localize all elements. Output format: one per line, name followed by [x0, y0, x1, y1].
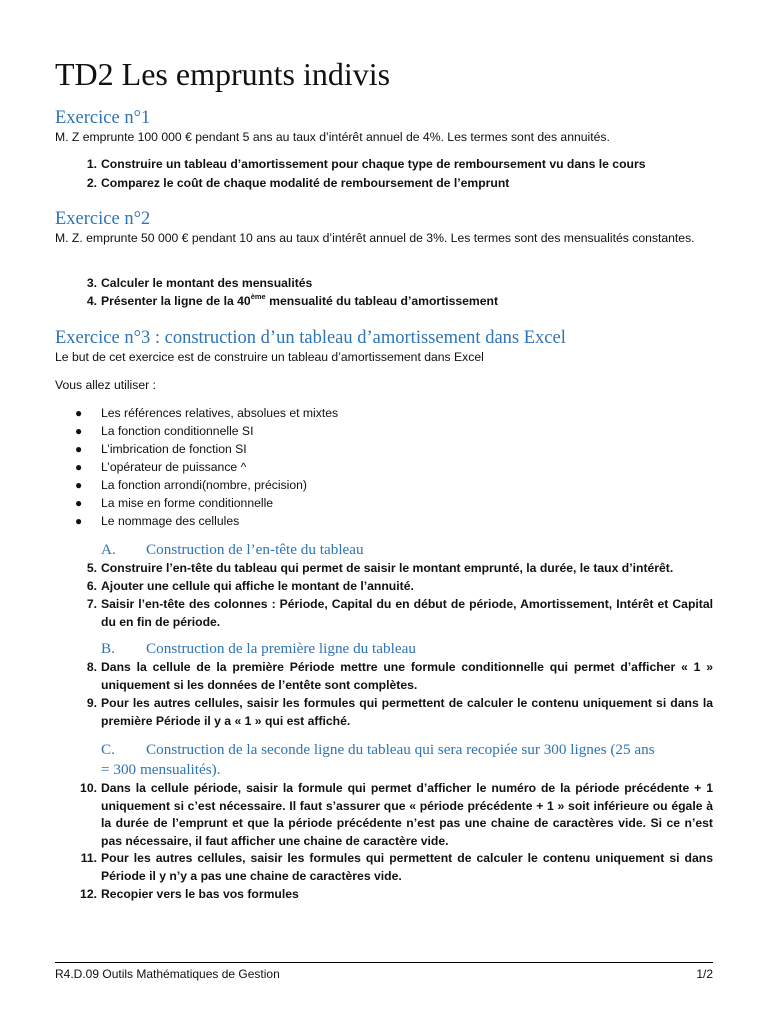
footer-course: R4.D.09 Outils Mathématiques de Gestion: [55, 967, 280, 981]
page-title: TD2 Les emprunts indivis: [55, 56, 391, 92]
bullet-text: Le nommage des cellules: [101, 514, 240, 528]
item-text: Construire un tableau d’amortissement pour chaque type de remboursement vu dans le cours: [101, 157, 646, 171]
ex2-heading: Exercice n°2: [55, 209, 151, 229]
item-number: 8.: [86, 660, 97, 674]
section-b-title: Construction de la première ligne du tableau: [146, 640, 416, 657]
bullet-icon: ●: [75, 406, 83, 420]
item-number: 1.: [86, 157, 97, 171]
ex3-intro: Le but de cet exercice est de construire un tableau d’amortissement dans Excel: [55, 350, 484, 364]
bullet-text: La mise en forme conditionnelle: [101, 496, 274, 510]
item-text-pre: Présenter la ligne de la 40: [101, 294, 251, 308]
section-c-title-line1: Construction de la seconde ligne du tableau qui sera recopiée sur 300 lignes (25 ans: [146, 741, 655, 758]
bullet-icon: ●: [75, 514, 83, 528]
item-text: Saisir l’en-tête des colonnes : Période, Capital du en début de période, Amortissement, Intérêt et Capital du en fin de période.: [101, 597, 713, 629]
item-text: Comparez le coût de chaque modalité de remboursement de l’emprunt: [101, 176, 510, 190]
item-text: Dans la cellule de la première Période mettre une formule conditionnelle qui permet d’afficher « 1 » uniquement si les données de l’entête sont complètes.: [101, 660, 713, 692]
ex2-intro: M. Z. emprunte 50 000 € pendant 10 ans au taux d’intérêt annuel de 3%. Les termes sont des mensualités constantes.: [55, 231, 695, 245]
item-number: 4.: [86, 294, 97, 308]
ex3-tools-intro: Vous allez utiliser :: [55, 378, 156, 392]
item-number: 9.: [86, 696, 97, 710]
item-text: Construire l’en-tête du tableau qui permet de saisir le montant emprunté, la durée, le taux d’intérêt.: [101, 561, 674, 575]
item-number: 6.: [86, 579, 97, 593]
item-number: 3.: [86, 276, 97, 290]
item-number: 11.: [80, 851, 97, 865]
item-number: 2.: [86, 176, 97, 190]
bullet-text: La fonction arrondi(nombre, précision): [101, 478, 307, 492]
section-a-title: Construction de l’en-tête du tableau: [146, 541, 364, 558]
item-text: Dans la cellule période, saisir la formule qui permet d’afficher le numéro de la période précédente + 1 uniquement si c’est nécessaire. Il faut s’assurer que « période précédente + 1 » soit inférieure ou égale à la durée de l’emprunt et que la période précédente n’est pas une chaine de caractères vide. Si ce n’est pas nécessaire, il faut afficher une chaine de caractère vide.: [101, 781, 713, 848]
bullet-icon: ●: [75, 460, 83, 474]
ex3-heading: Exercice n°3 : construction d’un tableau d’amortissement dans Excel: [55, 328, 566, 348]
section-a-number: A.: [101, 541, 116, 558]
section-c-number: C.: [101, 741, 115, 758]
item-text: Pour les autres cellules, saisir les formules qui permettent de calculer le contenu uniquement si dans Période il y n’y a pas une chaine de caractères vide.: [101, 851, 713, 883]
bullet-text: Les références relatives, absolues et mixtes: [101, 406, 339, 420]
item-number: 10.: [80, 781, 97, 795]
ex1-intro: M. Z emprunte 100 000 € pendant 5 ans au taux d’intérêt annuel de 4%. Les termes sont des annuités.: [55, 130, 610, 144]
item-text: Recopier vers le bas vos formules: [101, 887, 299, 901]
ordinal-suffix: ème: [250, 292, 266, 301]
bullet-icon: ●: [75, 478, 83, 492]
footer-page-number: 1/2: [696, 967, 713, 981]
item-text: Calculer le montant des mensualités: [101, 276, 313, 290]
item-text: Ajouter une cellule qui affiche le montant de l’annuité.: [101, 579, 414, 593]
section-c-title-line2: = 300 mensualités).: [101, 761, 221, 778]
footer-divider: [55, 962, 713, 963]
bullet-icon: ●: [75, 496, 83, 510]
bullet-text: L’opérateur de puissance ^: [101, 460, 247, 474]
bullet-icon: ●: [75, 442, 83, 456]
item-number: 7.: [86, 597, 97, 611]
item-number: 12.: [80, 887, 97, 901]
section-b-number: B.: [101, 640, 115, 657]
ex1-heading: Exercice n°1: [55, 108, 151, 128]
bullet-icon: ●: [75, 424, 83, 438]
bullet-text: L’imbrication de fonction SI: [101, 442, 247, 456]
bullet-text: La fonction conditionnelle SI: [101, 424, 254, 438]
item-number: 5.: [86, 561, 97, 575]
item-text: Pour les autres cellules, saisir les formules qui permettent de calculer le contenu uniquement si dans la première Période il y a « 1 » qui est affiché.: [101, 696, 713, 728]
item-text-post: mensualité du tableau d’amortissement: [265, 294, 499, 308]
item-text: [101, 293, 713, 311]
